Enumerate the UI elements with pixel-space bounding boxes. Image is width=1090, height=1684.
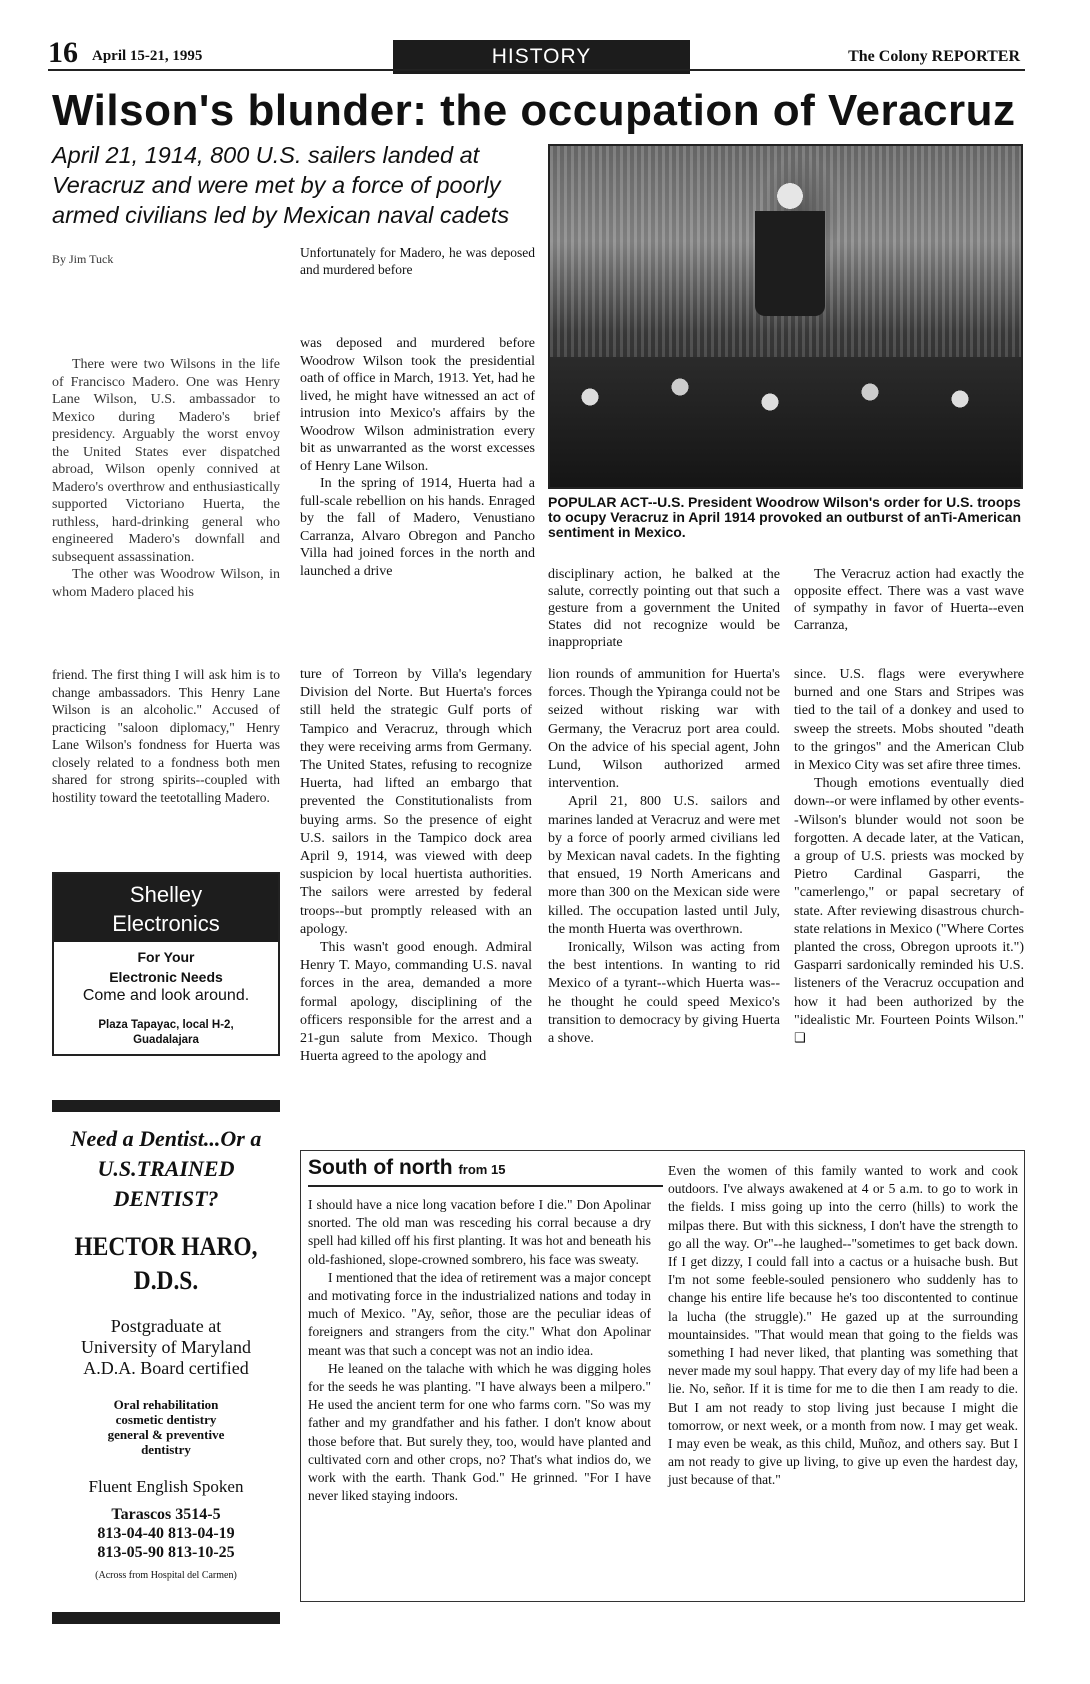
dentist-service-2: cosmetic dentistry: [115, 1412, 217, 1427]
dentist-phones-2: 813-05-90 813-10-25: [97, 1544, 235, 1561]
dentist-service-4: dentistry: [141, 1442, 191, 1457]
dentist-ad-need-1: Need a Dentist...Or a: [70, 1126, 262, 1151]
dentist-service-3: general & preventive: [107, 1427, 225, 1442]
photo-crowd: [550, 357, 1021, 487]
paragraph: April 21, 800 U.S. sailors and marines landed at Veracruz and were met by a force of poorly armed civilians led by Mexican naval cadets. In the fighting that ensued, 19 North Americans and more than 300 on the Mexican side were killed. The occupation lasted until July, the month Huerta was overthrown.: [548, 794, 780, 937]
ad-divider-bar: [52, 1100, 280, 1112]
paragraph: was deposed and murdered before Woodrow Wilson took the presidential oath of office in March, 1913. Yet, had he lived, he might have witnessed an act of intrusion into Mexico's affairs by the Woodrow Wilson administration every bit as unwarranted as the worst excesses of Henry Lane Wilson.: [300, 336, 535, 474]
column-title: South of north: [308, 1156, 453, 1179]
ad-tagline-3: Come and look around.: [82, 987, 250, 1004]
article-headline: Wilson's blunder: the occupation of Veracruz: [52, 86, 1016, 135]
dentist-ad: [52, 1124, 280, 1581]
ad-tagline-1: For Your: [137, 949, 195, 965]
south-of-north-right-column: [668, 1162, 1018, 1490]
continued-from: from 15: [458, 1162, 506, 1177]
south-of-north-title: [308, 1156, 505, 1180]
photo-caption: [548, 495, 1023, 540]
paragraph: The Veracruz action had exactly the opposite effect. There was a vast wave of sympathy in favor of Huerta--even Carranza,: [794, 567, 1024, 633]
paragraph: He leaned on the talache with which he was digging holes for the seeds he was planting. "I have always been a milpero." He used the ancient term for one who farms corn. "So was my father and my grandfather and his father. I don't know about those before that. But surely they, too, would have planted and cultivated corn and other crops, no? That's what indios do, we work with the earth. Thank God." He grinned. "For I have never liked staying indoors.: [308, 1360, 651, 1504]
caption-label: POPULAR ACT--U.S.: [548, 494, 685, 510]
ad-name-line2: Electronics: [112, 911, 220, 936]
header-rule: [48, 69, 1025, 71]
paragraph: This wasn't good enough. Admiral Henry T. Mayo, commanding U.S. naval forces in the area, demanded a more formal apology, disciplining of the officers responsible for the arrest and a 21-gun salute from Mexico. Though Huerta agreed to the apology and: [300, 940, 532, 1065]
article-deck: April 21, 1914, 800 U.S. sailers landed at Veracruz and were met by a force of poorly armed civilians led by Mexican naval cadets: [52, 142, 510, 228]
historical-photo: [548, 144, 1023, 489]
end-of-article-icon: ❑: [794, 1031, 806, 1047]
article-column-3-top: [548, 566, 780, 651]
dentist-phones-1: 813-04-40 813-04-19: [97, 1525, 235, 1542]
paragraph: friend. The first thing I will ask him is to change ambassadors. This Henry Lane Wilson is an alcoholic." Accused of practicing "saloon diplomacy," Henry Lane Wilson's fondness for Huerta was closely related to a fondness both men shared for strong spirits--coupled with hostility toward the teetotalling Madero.: [52, 667, 280, 805]
newspaper-name: The Colony REPORTER: [848, 48, 1020, 65]
dentist-credential-2: University of Maryland: [81, 1337, 251, 1357]
article-column-3: [548, 666, 780, 1048]
dentist-location-note: (Across from Hospital del Carmen): [95, 1570, 237, 1581]
ad-bottom-bar: [52, 1612, 280, 1624]
dentist-service-1: Oral rehabilitation: [113, 1397, 219, 1412]
ad-address-2: Guadalajara: [133, 1034, 199, 1046]
ad-name-line1: Shelley: [129, 882, 203, 907]
paragraph: since. U.S. flags were everywhere burned and one Stars and Stripes was tied to the tail of a donkey and used to sweep the streets. Mobs shouted "death to the gringos" and the American Club in Mexico City was set afire three times.: [794, 667, 1024, 774]
photo-figure: [755, 166, 825, 316]
issue-date: April 15-21, 1995: [92, 48, 203, 64]
article-column-4: [794, 666, 1024, 1048]
paragraph: Ironically, Wilson was acting from the best intentions. In wanting to rid Mexico of a tyrant--which Huerta was--he thought he could speed Mexico's transition to democracy by giving Huerta a shove.: [548, 940, 780, 1047]
caption-text: President Woodrow Wilson's order for U.S. troops to ocupy Veracruz in April 1914 provoked an outburst of anTi-American sentiment in Mexico.: [548, 494, 1021, 540]
article-column-2: [300, 335, 535, 580]
paragraph: lion rounds of ammunition for Huerta's forces. Though the Ypiranga could not be seized without risking war with Germany, the Veracruz port area could. On the advice of his special agent, John Lund, Wilson authorized armed intervention.: [548, 667, 780, 792]
ad-tagline-2: Electronic Needs: [109, 969, 223, 985]
article-column-4-top: [794, 566, 1024, 634]
dentist-name: HECTOR HARO, D.D.S.: [74, 1232, 258, 1295]
paragraph-text: Though emotions eventually died down--or were inflamed by other events--Wilson's blunder would not soon be forgotten. A decade later, at the Vatican, a group of U.S. priests was mocked by Pietro Cardinal Gasparri, the "camerlengo," or papal secretary of state. After reviewing disastrous church-state relations in Mexico ("Where Cortes planted the cross, Obregon uproots it.") Gasparri sardonically reminded his U.S. listeners of the Veracruz occupation and how it had been authorized by the "idealistic Mr. Fourteen Points Wilson.": [794, 776, 1024, 1028]
paragraph: [794, 775, 1024, 1048]
dentist-ad-need-2: U.S.TRAINED DENTIST?: [97, 1156, 235, 1211]
paragraph: I mentioned that the idea of retirement was a major concept and motivating force in the industrialized nations and today in much of Mexico. "Ay, señor, those are the peculiar ideas of foreigners and strangers from the city." What don Apolinar meant was that such a concept was not an indio idea.: [308, 1269, 651, 1358]
paragraph: I should have a nice long vacation before I die." Don Apolinar snorted. The old man was resceding his corral because a dry spell had killed off his first planting. It was hot and beneath his old-fashioned, slope-crowned sombrero, his face was sweaty.: [308, 1197, 651, 1267]
paragraph: ture of Torreon by Villa's legendary Division del Norte. But Huerta's forces still held the strategic Gulf ports of Tampico and Veracruz, through which they were receiving arms from Germany. The United States, refusing to recognize Huerta, had lifted an embargo that prevented the Constitutionalists from buying arms. So the presence of eight U.S. sailors in the Tampico dock area April 9, 1914, was viewed with deep suspicion by local huertista authorities. The sailors were arrested by federal troops--but promptly released with an apology.: [300, 667, 532, 937]
paragraph: The other was Woodrow Wilson, in whom Madero placed his: [52, 567, 280, 600]
paragraph: Even the women of this family wanted to work and cook outdoors. I've always awakened at 4 or 5 a.m. to go to work in the fields. I miss going up into the cerro (hills) to work the milpas there. But with this sickness, I don't have the strength to go all the way. Or"--he laughed--"sometimes to get back down. If I get dizzy, I could fall into a cactus or a huisache bush. But I'm not some feeble-souled pensionero who suddenly has to change his entire life because he's too discontented to continue la lucha (the struggle)." He gazed up at the surrounding mountainsides. "That would mean that going to the fields was something I had never liked, that planting was something that never made my soul happy. That every day of my life had been a lie. No, señor. If it is time for me to die then I am ready to die. But I am not ready to stop living just because I might die tomorrow, or next week, or a month from now. I may get weak. I may even be weak, as this child, Muñoz, and others say. But I am not ready to give up living, to give up even the hardest day, just because of that.": [668, 1163, 1018, 1488]
shelley-electronics-ad: [52, 872, 280, 1056]
paragraph: In the spring of 1914, Huerta had a full-scale rebellion on his hands. Enraged by the fall of Madero, Venustiano Carranza, Alvaro Obregon and Pancho Villa had joined forces in the north and launched a drive: [300, 476, 535, 579]
box-title-rule: [308, 1185, 663, 1187]
ad-address-1: Plaza Tapayac, local H-2,: [98, 1019, 234, 1031]
dentist-credential-1: Postgraduate at: [110, 1316, 222, 1336]
article-column-1-continued: [52, 666, 280, 806]
paragraph: disciplinary action, he balked at the salute, correctly pointing out that such a gesture from a government the United States did not recognize would be inappropriate: [548, 567, 780, 650]
paragraph: Unfortunately for Madero, he was deposed and murdered before: [300, 245, 535, 277]
page-number: 16: [48, 36, 78, 69]
article-column-1: [52, 356, 280, 601]
article-column-2-top: [300, 244, 535, 278]
dentist-credential-3: A.D.A. Board certified: [83, 1358, 249, 1378]
ad-header: [54, 874, 278, 942]
paragraph: There were two Wilsons in the life of Francisco Madero. One was Henry Lane Wilson, U.S. ambassador to Mexico during Madero's brief presidency. Arguably the worst envoy the United States ever dispatched abroad, Wilson openly connived at Madero's overthrow and enthusiastically supported Victoriano Huerta, the ruthless, hard-drinking general who engineered Madero's downfall and subsequent assassination.: [52, 357, 280, 565]
section-banner: HISTORY: [393, 40, 690, 74]
dentist-language: Fluent English Spoken: [88, 1477, 244, 1496]
byline: By Jim Tuck: [52, 252, 114, 266]
south-of-north-left-column: [308, 1196, 651, 1505]
article-column-2-continued: [300, 666, 532, 1066]
dentist-address: Tarascos 3514-5: [111, 1506, 221, 1523]
